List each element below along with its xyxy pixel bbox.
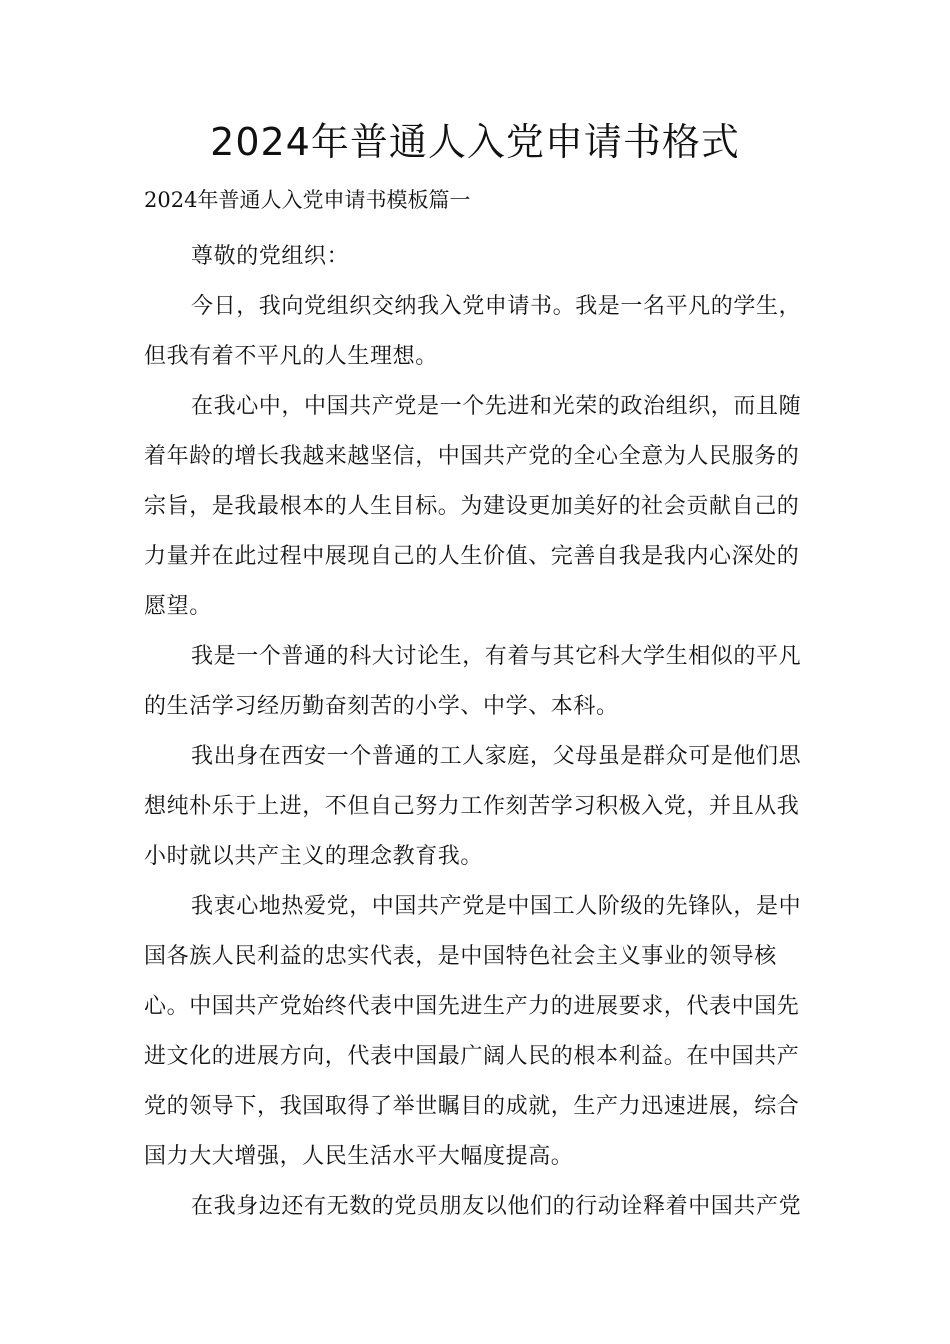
paragraph-4: 我出身在西安一个普通的工人家庭，父母虽是群众可是他们思想纯朴乐于上进，不但自己努力工作刻苦学习积极入党，并且从我小时就以共产主义的理念教育我。: [144, 744, 802, 869]
paragraph-2: 在我心中，中国共产党是一个先进和光荣的政治组织，而且随着年龄的增长我越来越坚信，中国共产党的全心全意为人民服务的宗旨，是我最根本的人生目标。为建设更加美好的社会贡献自己的力量并在此过程中展现自己的人生价值、完善自我是我内心深处的愿望。: [144, 394, 802, 619]
document-subtitle: 2024年普通人入党申请书模板篇一: [144, 188, 471, 212]
paragraph-6: 在我身边还有无数的党员朋友以他们的行动诠释着中国共产党: [191, 1194, 802, 1219]
document-body: [144, 232, 819, 1232]
document-title: 2024年普通人入党申请书格式: [210, 120, 740, 164]
paragraph-salutation: 尊敬的党组织：: [191, 244, 350, 269]
paragraph-1: 今日，我向党组织交纳我入党申请书。我是一名平凡的学生，但我有着不平凡的人生理想。: [144, 294, 802, 369]
paragraph-3: 我是一个普通的科大讨论生，有着与其它科大学生相似的平凡的生活学习经历勤奋刻苦的小学、中学、本科。: [144, 644, 802, 719]
paragraph-5: 我衷心地热爱党，中国共产党是中国工人阶级的先锋队，是中国各族人民利益的忠实代表，是中国特色社会主义事业的领导核心。中国共产党始终代表中国先进生产力的进展要求，代表中国先进文化的进展方向，代表中国最广阔人民的根本利益。在中国共产党的领导下，我国取得了举世瞩目的成就，生产力迅速进展，综合国力大大增强，人民生活水平大幅度提高。: [144, 894, 802, 1169]
